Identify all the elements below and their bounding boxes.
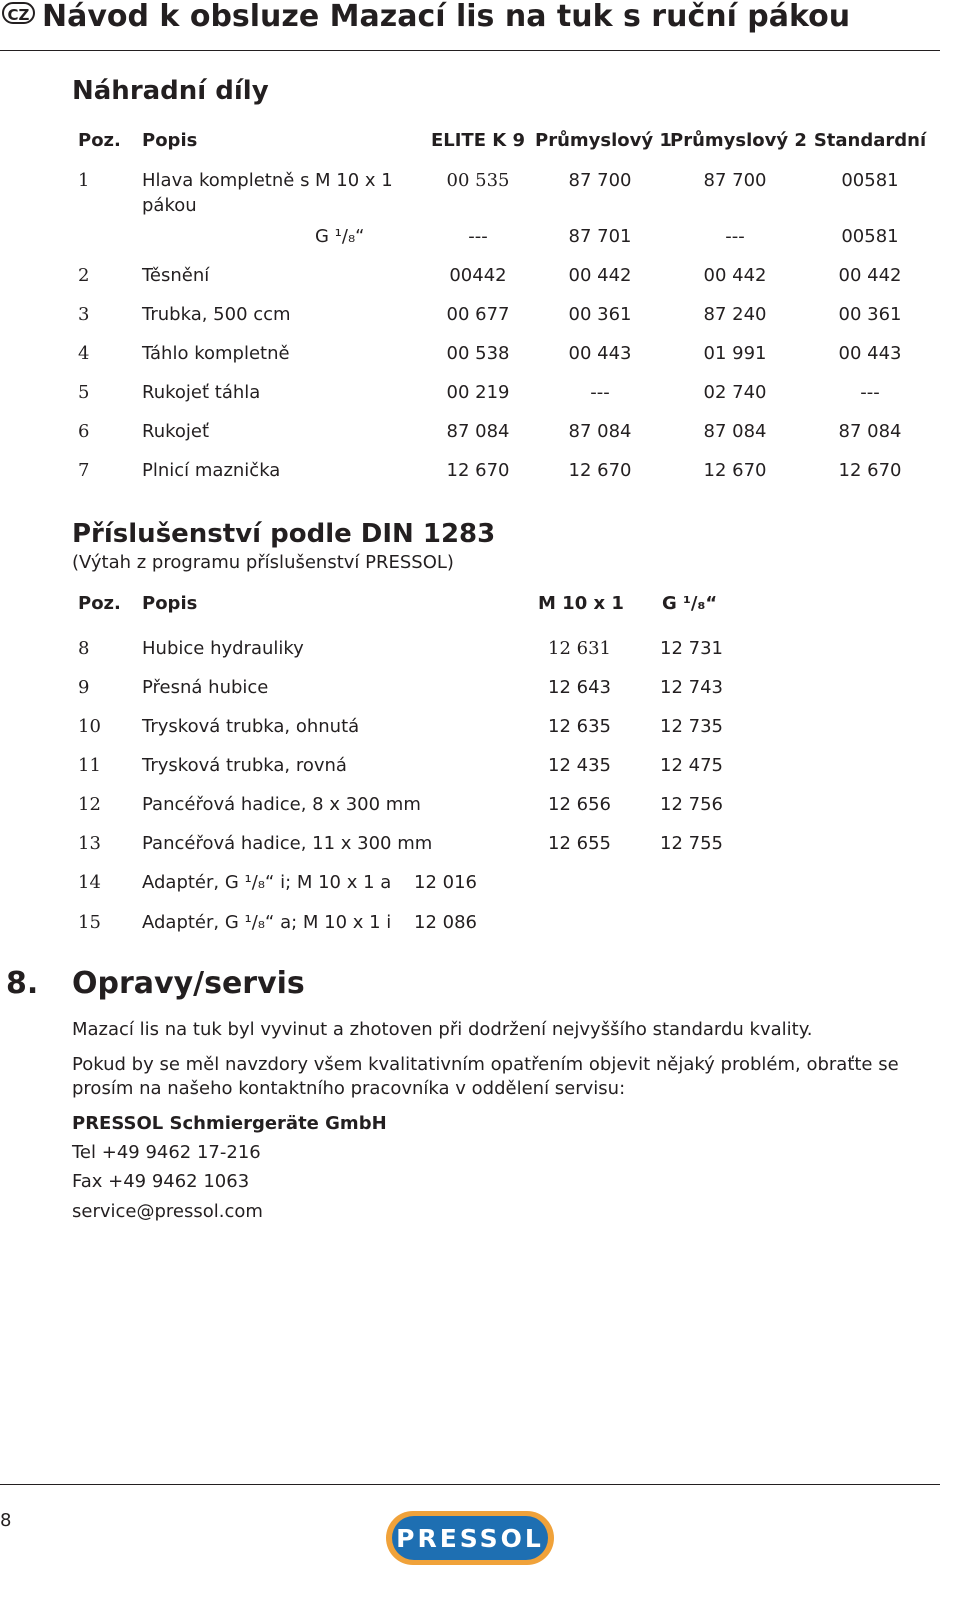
row-elite: 00 219 [446,382,510,403]
row-desc: Rukojeť táhla [142,382,261,403]
accessories-subheading: (Výtah z programu příslušenství PRESSOL) [72,552,454,573]
email-link[interactable]: service@pressol.com [72,1201,263,1222]
row-p1: 12 670 [568,460,632,481]
row-p2: --- [725,226,745,247]
row-p1: --- [590,382,610,403]
row-pos: 7 [78,460,90,481]
row-p2: 87 240 [703,304,767,325]
row-elite: 87 084 [446,421,510,442]
row-desc: Trysková trubka, ohnutá [142,716,360,737]
row-m10: 12 635 [548,716,611,737]
row-pos: 11 [78,755,101,776]
row-std: 00581 [841,170,899,191]
row-std: 87 084 [838,421,902,442]
row-code: 12 086 [414,912,477,933]
row-m10: 12 655 [548,833,611,854]
document-title: Návod k obsluze Mazací lis na tuk s ruční pákou [42,0,851,34]
service-heading: Opravy/servis [72,966,305,1001]
row-pos: 10 [78,716,101,737]
row-p1: 00 442 [568,265,632,286]
row-p2: 87 700 [703,170,767,191]
col-desc: Popis [142,130,198,151]
row-p1: 00 361 [568,304,632,325]
row-p1: 87 700 [568,170,632,191]
col-p1: Průmyslový 1 [535,130,672,151]
row-pos: 8 [78,638,90,659]
pressol-logo-text: PRESSOL [396,1523,544,1553]
row-pos: 12 [78,794,101,815]
row-std: --- [860,382,880,403]
row-desc: Táhlo kompletně [142,343,290,364]
row-pos: 4 [78,343,90,364]
service-paragraph-1: Mazací lis na tuk byl vyvinut a zhotoven při dodržení nejvyššího standardu kvality. [72,1019,813,1040]
row-desc: Hubice hydrauliky [142,638,304,659]
row-pos: 15 [78,912,101,933]
header-divider [0,50,940,51]
row-g18: 12 475 [660,755,723,776]
pressol-logo-badge [392,1516,548,1560]
row-desc: Rukojeť [142,421,210,442]
row-p2: 01 991 [703,343,767,364]
footer-divider [0,1484,940,1485]
col-pos: Poz. [78,593,121,614]
row-thread: M 10 x 1 [315,170,393,191]
pressol-logo [386,1511,554,1565]
fax-number: Fax +49 9462 1063 [72,1171,250,1192]
row-desc: Těsnění [142,265,210,286]
row-desc: Pancéřová hadice, 8 x 300 mm [142,794,421,815]
row-g18: 12 755 [660,833,723,854]
accessories-heading: Příslušenství podle DIN 1283 [72,519,496,549]
row-g18: 12 743 [660,677,723,698]
row-thread: G ¹/₈“ [315,226,365,247]
row-desc: Pancéřová hadice, 11 x 300 mm [142,833,433,854]
row-pos: 3 [78,304,90,325]
row-pos: 9 [78,677,90,698]
col-m10: M 10 x 1 [538,593,624,614]
row-p2: 00 442 [703,265,767,286]
row-pos: 6 [78,421,90,442]
spare-parts-heading: Náhradní díly [72,76,269,106]
row-desc: Hlava kompletně s [142,170,310,191]
row-p2: 87 084 [703,421,767,442]
row-code: 12 016 [414,872,477,893]
row-desc-cont: pákou [142,195,197,216]
row-g18: 12 735 [660,716,723,737]
row-m10: 12 631 [548,638,611,659]
row-std: 00 361 [838,304,902,325]
row-desc: Adaptér, G ¹/₈“ a; M 10 x 1 i [142,912,392,933]
page-number: 8 [0,1510,12,1531]
service-paragraph-2-line-1: Pokud by se měl navzdory všem kvalitativním opatřením objevit nějaký problém, obraťte se [72,1054,899,1075]
row-pos: 1 [78,170,90,191]
row-m10: 12 656 [548,794,611,815]
service-paragraph-2-line-2: prosím na našeho kontaktního pracovníka v oddělení servisu: [72,1078,626,1099]
col-desc: Popis [142,593,198,614]
row-elite: 12 670 [446,460,510,481]
row-desc: Plnicí maznička [142,460,281,481]
row-g18: 12 731 [660,638,723,659]
col-std: Standardní [813,130,927,151]
row-p2: 12 670 [703,460,767,481]
row-m10: 12 435 [548,755,611,776]
language-badge: CZ [2,2,35,24]
row-pos: 14 [78,872,101,893]
row-p1: 87 701 [568,226,632,247]
col-pos: Poz. [78,130,121,151]
row-desc: Trubka, 500 ccm [142,304,291,325]
col-g18: G ¹/₈“ [662,593,718,614]
row-desc: Přesná hubice [142,677,269,698]
row-p1: 87 084 [568,421,632,442]
row-elite: 00 677 [446,304,510,325]
row-std: 00581 [841,226,899,247]
row-p1: 00 443 [568,343,632,364]
row-elite: 00442 [449,265,507,286]
row-g18: 12 756 [660,794,723,815]
section-number: 8. [6,966,39,1001]
row-p2: 02 740 [703,382,767,403]
row-std: 12 670 [838,460,902,481]
row-desc: Trysková trubka, rovná [142,755,347,776]
row-elite: 00 538 [446,343,510,364]
company-name: PRESSOL Schmiergeräte GmbH [72,1113,387,1134]
col-p2: Průmyslový 2 [670,130,807,151]
row-elite: --- [468,226,488,247]
row-std: 00 442 [838,265,902,286]
col-elite: ELITE K 9 [430,130,526,151]
row-std: 00 443 [838,343,902,364]
row-m10: 12 643 [548,677,611,698]
row-pos: 13 [78,833,101,854]
row-elite: 00 535 [446,170,510,191]
phone-number: Tel +49 9462 17-216 [72,1142,261,1163]
row-desc: Adaptér, G ¹/₈“ i; M 10 x 1 a [142,872,392,893]
row-pos: 5 [78,382,90,403]
row-pos: 2 [78,265,90,286]
